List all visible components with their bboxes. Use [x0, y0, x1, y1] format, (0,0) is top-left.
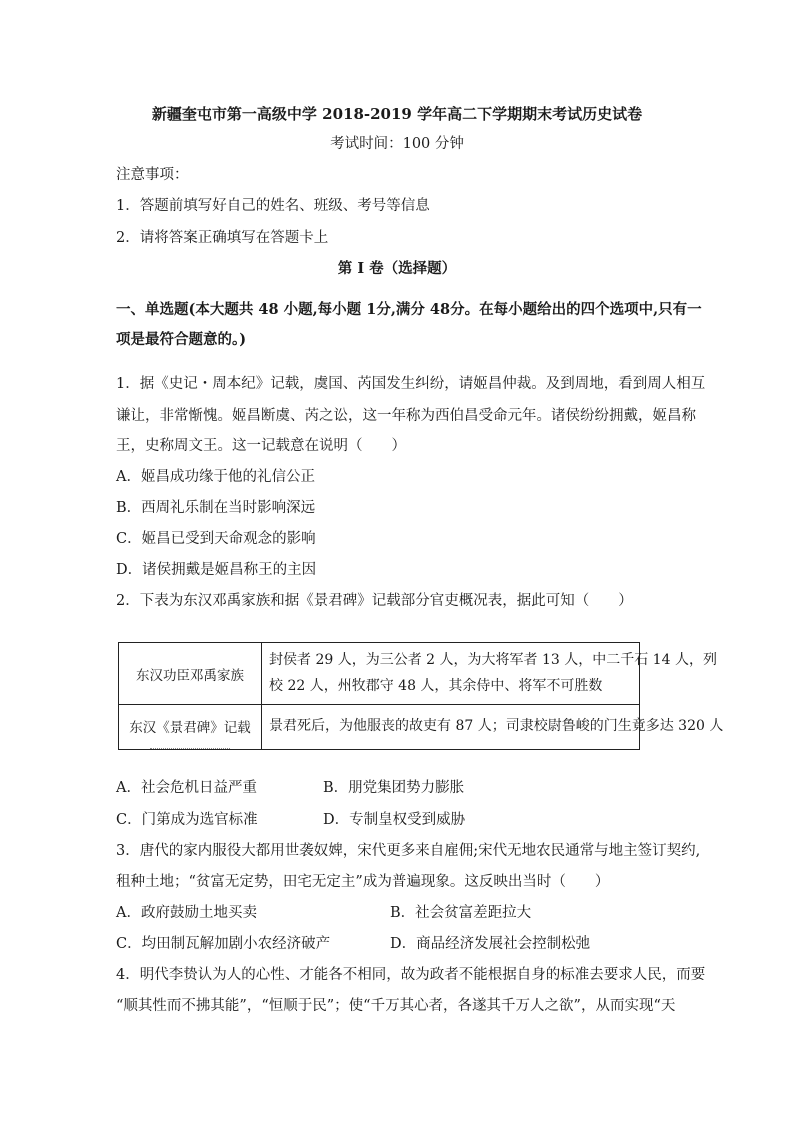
data-table — [118, 642, 724, 750]
question-stem: 谦让，非常惭愧。姬昌断虞、芮之讼，这一年称为西伯昌受命元年。诸侯纷纷拥戴，姬昌称 — [116, 408, 696, 424]
question-stem: 4．明代李贽认为人的心性、才能各不相同，故为政者不能根据自身的标准去要求人民，而要 — [116, 967, 706, 983]
notice-item: 2．请将答案正确填写在答题卡上 — [116, 230, 329, 246]
volume-title: 第 I 卷（选择题） — [337, 260, 457, 277]
table-row-head: 东汉功臣邓禹家族 — [136, 668, 244, 684]
table-row — [119, 705, 724, 749]
option-a: A．社会危机日益严重 — [116, 780, 257, 796]
option-d: D．诸侯拥戴是姬昌称王的主因 — [116, 562, 317, 578]
exam-title: 新疆奎屯市第一高级中学 2018-2019 学年高二下学期期末考试历史试卷 — [151, 105, 643, 123]
option-d: D．专制皇权受到威胁 — [323, 812, 466, 828]
table-row — [119, 643, 717, 705]
question-stem: 租种土地；“贫富无定势，田宅无定主”成为普遍现象。这反映出当时（ ） — [116, 874, 610, 890]
exam-time: 考试时间：100 分钟 — [330, 136, 464, 152]
notice-item: 1．答题前填写好自己的姓名、班级、考号等信息 — [116, 198, 430, 214]
table-row-body: 校 22 人，州牧郡守 48 人，其余侍中、将军不可胜数 — [269, 678, 603, 694]
question-stem: 2．下表为东汉邓禹家族和据《景君碑》记载部分官吏概况表，据此可知（ ） — [116, 593, 633, 609]
question-stem: 3．唐代的家内服役大都用世袭奴婢，宋代更多来自雇佣;宋代无地农民通常与地主签订契约, — [116, 843, 701, 859]
scan-artifact — [150, 748, 230, 755]
option-c: C．门第成为选官标准 — [116, 812, 258, 828]
option-a: A．政府鼓励土地买卖 — [116, 905, 257, 921]
question-stem: 1．据《史记・周本纪》记载，虞国、芮国发生纠纷，请姬昌仲裁。及到周地，看到周人相互 — [116, 376, 706, 392]
table-divider — [261, 643, 262, 749]
question-stem: 王，史称周文王。这一记载意在说明（ ） — [116, 438, 406, 454]
option-d: D．商品经济发展社会控制松弛 — [390, 936, 591, 952]
question-stem: “顺其性而不拂其能”，“恒顺于民”；使“千万其心者，各遂其千万人之欲”，从而实现“天 — [116, 998, 676, 1014]
table-row-body: 封侯者 29 人，为三公者 2 人，为大将军者 13 人，中二千石 14 人，列 — [269, 652, 717, 668]
option-a: A．姬昌成功缘于他的礼信公正 — [116, 469, 315, 485]
section-instruction: 项是最符合题意的。) — [116, 331, 247, 348]
table-row-body: 景君死后，为他服丧的故吏有 87 人；司隶校尉鲁峻的门生竟多达 320 人 — [269, 718, 724, 734]
option-b: B．社会贫富差距拉大 — [390, 905, 532, 921]
section-instruction: 一、单选题(本大题共 48 小题,每小题 1分,满分 48分。在每小题给出的四个选项中,只有一 — [116, 301, 702, 318]
notice-heading: 注意事项： — [116, 167, 189, 183]
option-b: B．朋党集团势力膨胀 — [323, 780, 465, 796]
option-b: B．西周礼乐制在当时影响深远 — [116, 500, 316, 516]
table-row-head: 东汉《景君碑》记载 — [129, 720, 251, 736]
option-c: C．姬昌已受到天命观念的影响 — [116, 531, 316, 547]
option-c: C．均田制瓦解加剧小农经济破产 — [116, 936, 331, 952]
